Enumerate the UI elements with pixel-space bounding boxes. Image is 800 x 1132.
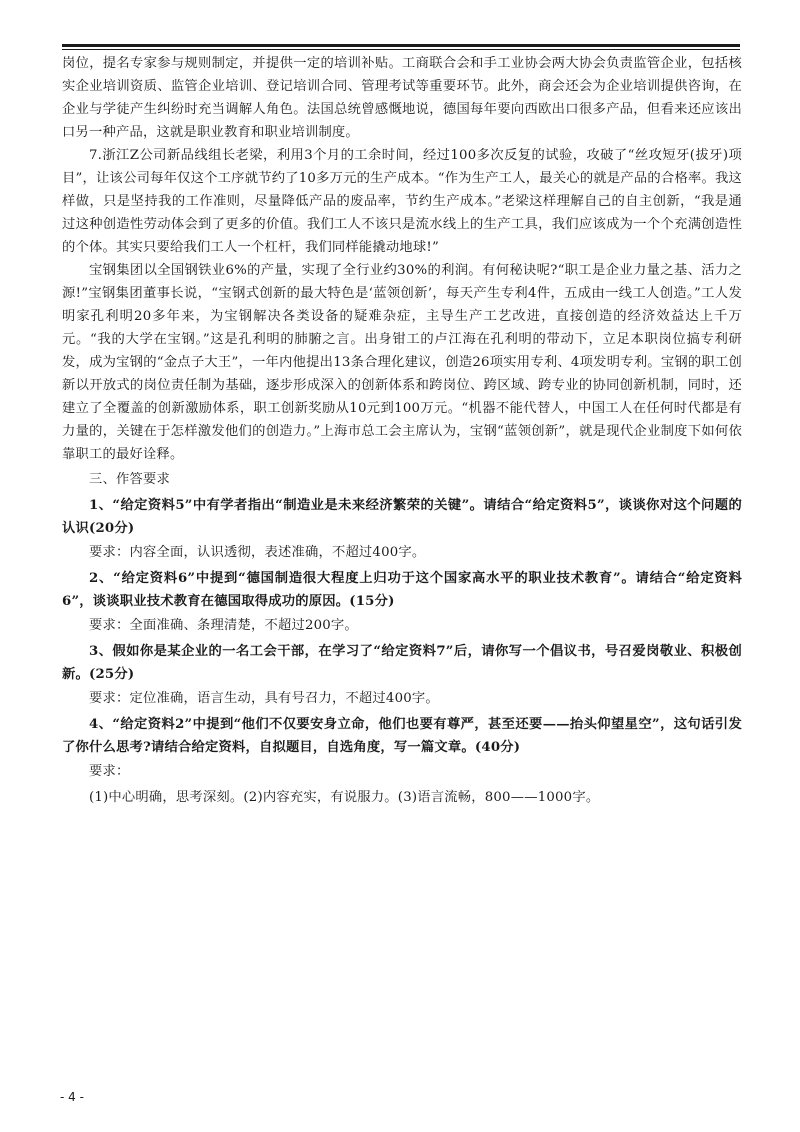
header-rule-thick bbox=[62, 44, 740, 47]
question-1: 1、“给定资料5”中有学者指出“制造业是未来经济繁荣的关键”。请结合“给定资料5”，谈谈你对这个问题的认识(20分) bbox=[62, 498, 742, 536]
question-3: 3、假如你是某企业的一名工会干部，在学习了“给定资料7”后，请你写一个倡议书，号召爱岗敬业、积极创新。(25分) bbox=[62, 644, 742, 682]
question-2: 2、“给定资料6”中提到“德国制造很大程度上归功于这个国家高水平的职业技术教育”。请结合“给定资料6”，谈谈职业技术教育在德国取得成功的原因。(15分) bbox=[62, 571, 742, 609]
section-title: 三、作答要求 bbox=[89, 472, 170, 487]
question-4-details: (1)中心明确，思考深刻。(2)内容充实，有说服力。(3)语言流畅，800——1000字。 bbox=[89, 790, 600, 805]
question-2-requirement: 要求：全面准确、条理清楚，不超过200字。 bbox=[89, 618, 358, 633]
question-1-requirement: 要求：内容全面，认识透彻，表述准确，不超过400字。 bbox=[89, 545, 426, 560]
header-rule-thin bbox=[62, 49, 740, 50]
paragraph-baosteel: 宝钢集团以全国钢铁业6%的产量，实现了全行业约30%的利润。有何秘诀呢?“职工是企业力量之基、活力之源!”宝钢集团董事长说，“宝钢式创新的最大特色是‘蓝领创新’，每天产生专利4件，五成由一线工人创造。”工人发明家孔利明20多年来，为宝钢解决各类设备的疑难杂症，主导生产工艺改进，直接创造的经济效益达上千万元。“我的大学在宝钢。”这是孔利明的肺腑之言。出身钳工的卢江海在孔利明的带动下，立足本职岗位搞专利研发，成为宝钢的“金点子大王”，一年内他提出13条合理化建议，创造26项实用专利、4项发明专利。宝钢的职工创新以开放式的岗位责任制为基础，逐步形成深入的创新体系和跨岗位、跨区域、跨专业的协同创新机制，同时，还建立了全覆盖的创新激励体系，职工创新奖励从10元到100万元。“机器不能代替人，中国工人在任何时代都是有力量的，关键在于怎样激发他们的创造力。”上海市总工会主席认为，宝钢“蓝领创新”，就是现代企业制度下如何依靠职工的最好诠释。 bbox=[62, 263, 742, 462]
document-body bbox=[62, 52, 742, 812]
page-number: - 4 - bbox=[60, 1090, 84, 1104]
paragraph-germany-training: 岗位，提名专家参与规则制定，并提供一定的培训补贴。工商联合会和手工业协会两大协会负责监管企业，包括核实企业培训资质、监管企业培训、登记培训合同、管理考试等重要环节。此外，商会还会为企业培训提供咨询，在企业与学徒产生纠纷时充当调解人角色。法国总统曾感慨地说，德国每年要向西欧出口很多产品，但看来还应该出口另一种产品，这就是职业教育和职业培训制度。 bbox=[62, 56, 742, 140]
question-4-requirement: 要求： bbox=[89, 764, 130, 779]
question-4: 4、“给定资料2”中提到“他们不仅要安身立命，他们也要有尊严，甚至还要——抬头仰望星空”，这句话引发了你什么思考?请结合给定资料，自拟题目，自选角度，写一篇文章。(40分) bbox=[62, 717, 742, 755]
paragraph-zhejiang-liang: 7.浙江Z公司新品线组长老梁，利用3个月的工余时间，经过100多次反复的试验，攻破了“丝攻短牙(拔牙)项目”，让该公司每年仅这个工序就节约了10多万元的生产成本。“作为生产工人，最关心的就是产品的合格率。我这样做，只是坚持我的工作准则，尽量降低产品的废品率，节约生产成本。”老梁这样理解自己的自主创新，“我是通过这种创造性劳动体会到了更多的价值。我们工人不该只是流水线上的生产工具，我们应该成为一个个充满创造性的个体。其实只要给我们工人一个杠杆，我们同样能撬动地球!” bbox=[62, 148, 742, 255]
question-3-requirement: 要求：定位准确，语言生动，具有号召力，不超过400字。 bbox=[89, 691, 439, 706]
